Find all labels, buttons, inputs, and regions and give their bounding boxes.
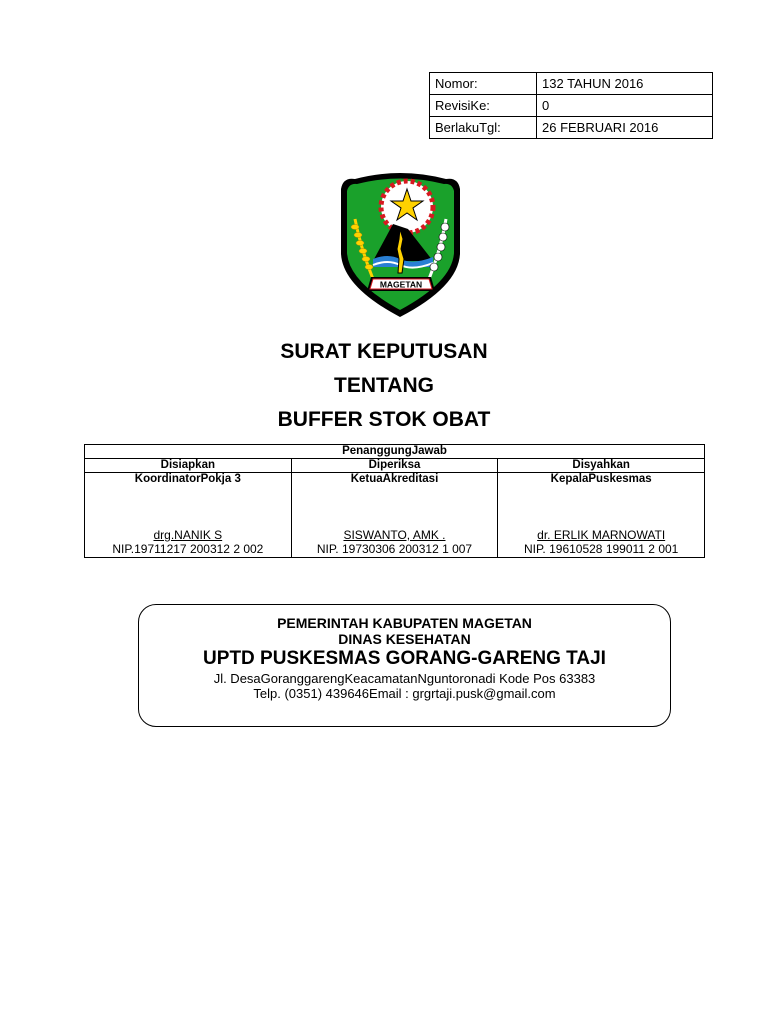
signer-nip: NIP. 19610528 199011 2 001 — [523, 542, 679, 556]
info-value: 26 FEBRUARI 2016 — [537, 117, 713, 139]
signature-cell-checked — [291, 473, 498, 558]
signer-name: drg.NANIK S — [153, 528, 223, 542]
title-line-1: SURAT KEPUTUSAN — [280, 340, 488, 363]
signer-nip: NIP. 19730306 200312 1 007 — [316, 542, 473, 556]
organization-box — [138, 604, 671, 727]
info-value: 132 TAHUN 2016 — [537, 73, 713, 95]
signature-cell-prepared — [85, 473, 292, 558]
org-government: PEMERINTAH KABUPATEN MAGETAN — [277, 615, 532, 631]
document-info-table — [429, 72, 713, 139]
signer-name: dr. ERLIK MARNOWATI — [537, 528, 666, 542]
logo-ribbon-text: MAGETAN — [379, 279, 423, 290]
signer-nip: NIP.19711217 200312 2 002 — [112, 542, 264, 556]
info-value: 0 — [537, 95, 713, 117]
org-name: UPTD PUSKESMAS GORANG-GARENG TAJI — [203, 648, 606, 669]
info-label: RevisiKe: — [430, 95, 537, 117]
signature-table-header: PenanggungJawab — [85, 445, 705, 459]
title-line-3: BUFFER STOK OBAT — [277, 408, 491, 431]
info-row-revisi — [430, 95, 713, 117]
signature-action: Disyahkan — [498, 459, 705, 473]
info-row-berlaku — [430, 117, 713, 139]
signature-action: Diperiksa — [291, 459, 498, 473]
magetan-emblem-logo — [333, 169, 468, 319]
info-row-nomor — [430, 73, 713, 95]
signature-table — [84, 444, 705, 558]
title-line-2: TENTANG — [334, 374, 434, 397]
org-department: DINAS KESEHATAN — [338, 631, 471, 647]
org-address: Jl. DesaGoranggarengKeacamatanNguntoronadi Kode Pos 63383 — [213, 671, 596, 686]
signer-role: KetuaAkreditasi — [350, 473, 439, 485]
signer-role: KoordinatorPokja 3 — [134, 473, 241, 485]
info-label: Nomor: — [430, 73, 537, 95]
signature-cell-approved — [498, 473, 705, 558]
signer-name: SISWANTO, AMK . — [343, 528, 446, 542]
signer-role: KepalaPuskesmas — [550, 473, 652, 485]
signature-action: Disiapkan — [85, 459, 292, 473]
info-label: BerlakuTgl: — [430, 117, 537, 139]
org-contact: Telp. (0351) 439646Email : grgrtaji.pusk@gmail.com — [253, 686, 556, 701]
